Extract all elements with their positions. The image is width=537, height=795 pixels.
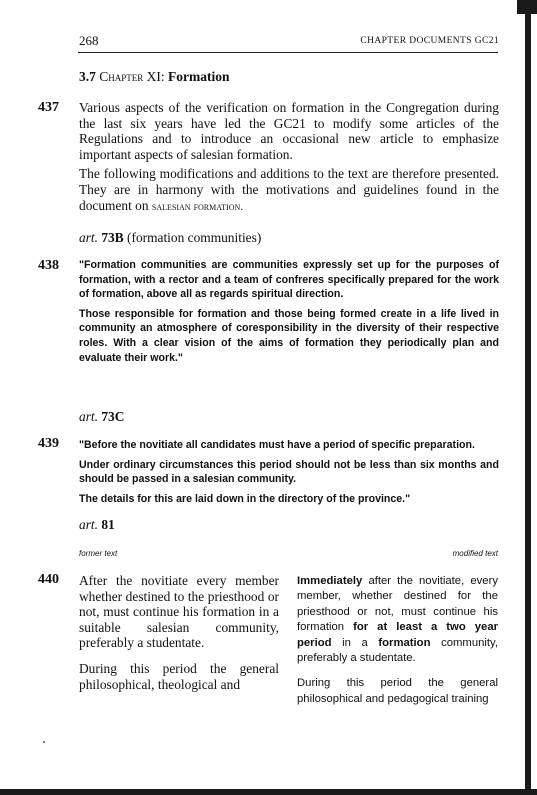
paragraph-number-437: 437 (38, 100, 59, 115)
article-73c-number: 73C (101, 409, 125, 424)
modified-text-label: modified text (452, 549, 498, 558)
article-73b-subtitle: (formation communities) (127, 230, 262, 245)
paragraph-437-text-2 (79, 166, 499, 214)
modified-text-para-2: During this period the general philosophical and pedagogical training (297, 677, 498, 705)
paragraph-438-quote-1: "Formation communities are communities expressly set up for the purposes of formation, with a rector and a team of confreres specifically prepared for the work of formation, above all as regards spiritual direction. (79, 259, 499, 301)
book-spine-corner (517, 0, 537, 14)
header-rule (78, 52, 498, 53)
paragraph-439-quote-2: Under ordinary circumstances this period should not be less than six months and should be passed in a salesian community. (79, 458, 499, 486)
modified-emph-immediately: Immediately (297, 575, 363, 587)
section-chapter-label: Chapter XI: (99, 69, 165, 84)
article-73c-prefix: art. (79, 409, 98, 424)
paragraph-439 (79, 438, 499, 506)
paragraph-number-440: 440 (38, 572, 59, 587)
article-73b-prefix: art. (79, 230, 98, 245)
paragraph-number-439: 439 (38, 436, 59, 451)
page-number: 268 (79, 33, 99, 48)
modified-text-span-3: community, preferably a studentate. (297, 636, 498, 665)
paragraph-439-quote-3: The details for this are laid down in the directory of the province." (79, 492, 411, 505)
running-head: CHAPTER DOCUMENTS GC21 (360, 36, 499, 46)
article-81-prefix: art. (79, 517, 98, 532)
salesian-formation-ref: salesian formation. (151, 198, 244, 213)
section-title (79, 69, 230, 85)
article-73b-heading (79, 230, 261, 246)
modified-text-column (297, 574, 498, 707)
paragraph-437 (79, 100, 499, 214)
paragraph-438 (79, 258, 499, 365)
modified-emph-two-year: for at least a two year period (297, 621, 498, 649)
section-heading: Formation (168, 69, 230, 84)
paragraph-437-text-1: Various aspects of the verification on formation in the Congregation during the last six years have led the GC21 to modify some articles of the Regulations and to introduce an occasional new article to emphasize important aspects of salesian formation. (79, 100, 499, 162)
modified-text-para-1 (297, 574, 498, 666)
modified-text-span-1: after the novitiate, every member, whether destined for the priesthood or not, must continue his formation (297, 575, 498, 634)
article-81-number: 81 (101, 517, 115, 532)
paragraph-number-438: 438 (38, 258, 59, 273)
former-text-para-1: After the novitiate every member whether destined to the priesthood or not, must continue his formation in a suitable salesian community, preferably a studentate. (79, 573, 279, 651)
former-text-label: former text (79, 549, 118, 558)
article-73c-heading (79, 409, 124, 425)
section-number: 3.7 (79, 69, 96, 84)
stray-mark (43, 741, 45, 743)
former-text-para-2: During this period the general philosophical, theological and (79, 660, 279, 692)
paragraph-437-text-2-main: The following modifications and additions to the text are therefore presented. They are in harmony with the motivations and guidelines found in the document on (79, 166, 499, 213)
article-81-heading (79, 517, 115, 533)
former-text-column (79, 573, 279, 692)
book-spine-edge (525, 0, 531, 795)
paragraph-439-quote-1: "Before the novitiate all candidates must have a period of specific preparation. (79, 439, 475, 451)
article-73b-number: 73B (101, 230, 124, 245)
modified-emph-formation: formation (378, 636, 431, 649)
modified-text-span-2: in a (331, 636, 379, 649)
page-bottom-edge (0, 789, 537, 795)
paragraph-438-quote-2: Those responsible for formation and those being formed create in a life lived in community an atmosphere of coresponsibility in the diversity of their respective roles. With a clear vision of the aims of formation they periodically plan and evaluate their work." (79, 307, 499, 364)
